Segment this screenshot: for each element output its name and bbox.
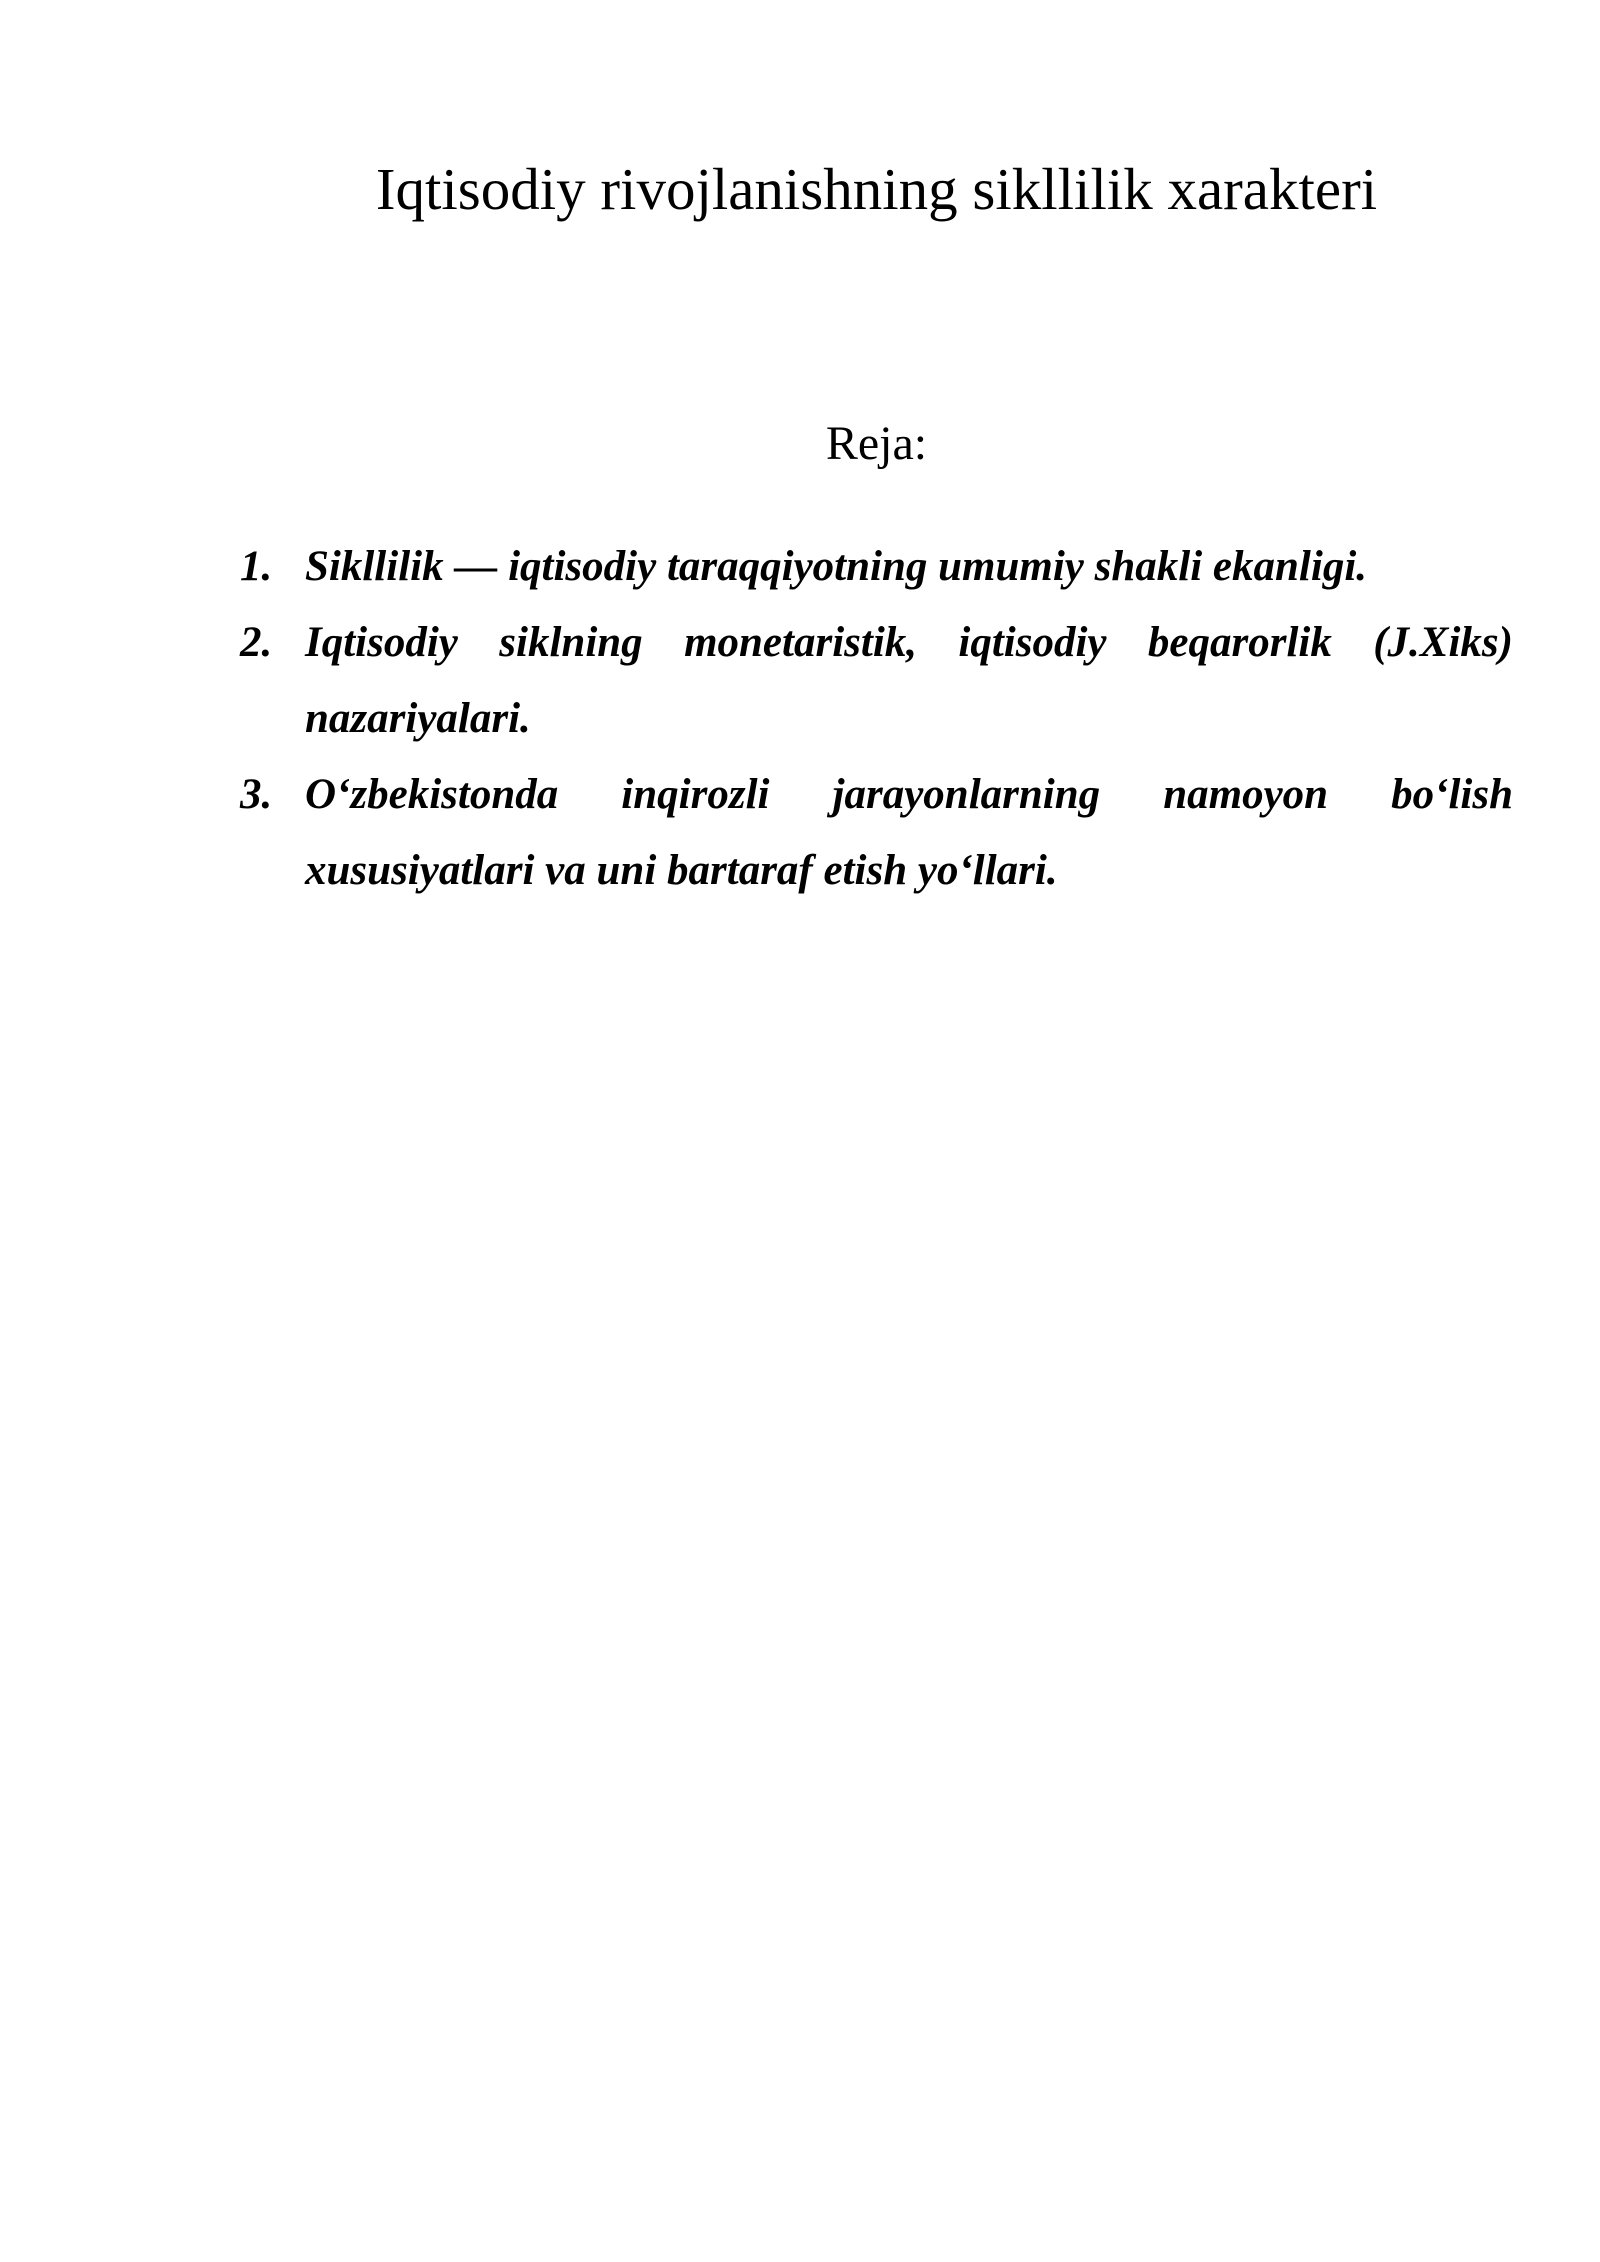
plan-item-text: Sikllilik — iqtisodiy taraqqiyotning umumiy shakli ekanligi. [305, 543, 1368, 590]
plan-item-number: 2. [240, 619, 273, 666]
plan-item-2 [240, 605, 1513, 757]
plan-item-number: 3. [240, 771, 273, 818]
plan-item-3 [240, 757, 1513, 909]
document-title: Iqtisodiy rivojlanishning sikllilik xarakteri [375, 156, 1378, 222]
plan-list [240, 529, 1513, 909]
plan-item-text: Iqtisodiy siklning monetaristik, iqtisodiy beqarorlik (J.Xiks) nazariyalari. [305, 619, 1513, 742]
plan-item-number: 1. [240, 543, 273, 590]
plan-item-1 [240, 529, 1513, 605]
plan-item-text: O‘zbekistonda inqirozli jarayonlarning namoyon bo‘lish xususiyatlari va uni bartaraf etish yo‘llari. [305, 771, 1513, 894]
plan-heading: Reja: [825, 417, 928, 470]
